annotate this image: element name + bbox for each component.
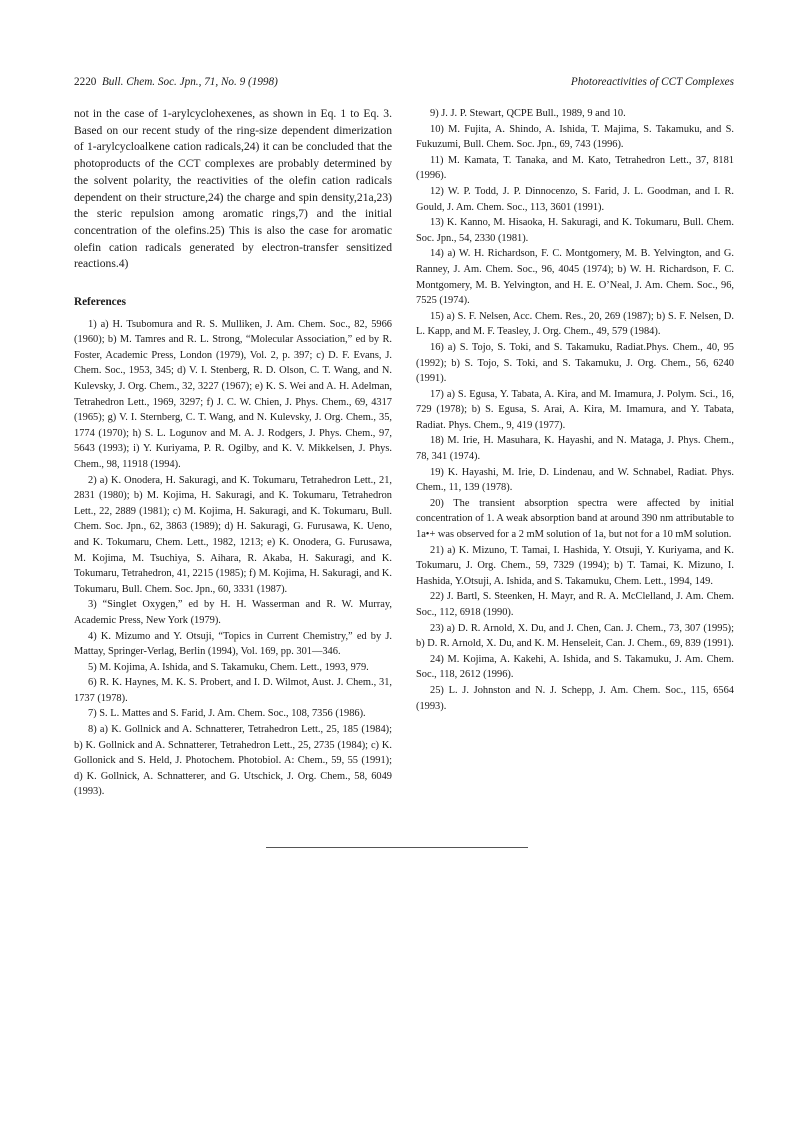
reference-5: 5) M. Kojima, A. Ishida, and S. Takamuku, Chem. Lett., 1993, 979.	[88, 661, 369, 673]
journal-citation: Bull. Chem. Soc. Jpn., 71, No. 9 (1998)	[101, 76, 278, 88]
reference-18: 18) M. Irie, H. Masuhara, K. Hayashi, and N. Mataga, J. Phys. Chem., 78, 341 (1974).	[416, 435, 734, 463]
header-left	[74, 74, 278, 90]
reference-1: 1) a) H. Tsubomura and R. S. Mulliken, J. Am. Chem. Soc., 82, 5966 (1960); b) M. Tamres and R. L. Strong, “Molecular Association,” ed by R. Foster, Academic Press, London (1979), Vol. 2, p. 397; c) D. F. Evans, J. Chem. Soc., 1953, 345; d) V. I. Stenberg, R. D. Olson, C. T. Wang, and N. Kulevsky, J. Org. Chem., 32, 3227 (1967); e) K. S. Wei and A. H. Adelman, Tetrahedron Lett., 1969, 3297; f) J. C. W. Chien, J. Phys. Chem., 69, 4317 (1965); g) V. I. Sternberg, C. T. Wang, and N. Kulevsky, J. Org. Chem., 35, 1774 (1970); h) S. L. Logunov and M. A. J. Rodgers, J. Phys. Chem., 97, 5643 (1993); i) Y. Kuriyama, P. R. Ogilby, and K. V. Mikkelsen, J. Phys. Chem., 98, 11918 (1994).	[74, 318, 392, 470]
running-title: Photoreactivities of CCT Complexes	[570, 76, 734, 88]
reference-22: 22) J. Bartl, S. Steenken, H. Mayr, and R. A. McClelland, J. Am. Chem. Soc., 112, 6918 (1990).	[416, 591, 734, 618]
page-number: 2220	[74, 76, 97, 88]
left-column	[74, 106, 392, 800]
reference-3: 3) “Singlet Oxygen,” ed by H. H. Wasserman and R. W. Murray, Academic Press, New York (1979).	[74, 599, 392, 626]
reference-10: 10) M. Fujita, A. Shindo, A. Ishida, T. Majima, S. Takamuku, and S. Fukuzumi, Bull. Chem. Soc. Jpn., 69, 743 (1996).	[416, 123, 734, 151]
reference-25: 25) L. J. Johnston and N. J. Schepp, J. Am. Chem. Soc., 115, 6564 (1993).	[416, 684, 734, 712]
references-heading: References	[74, 296, 126, 309]
right-column	[416, 106, 734, 714]
reference-23: 23) a) D. R. Arnold, X. Du, and J. Chen, Can. J. Chem., 73, 307 (1995); b) D. R. Arnold, X. Du, and K. M. Henseleit, Can. J. Chem., 69, 839 (1991).	[416, 622, 734, 650]
reference-17: 17) a) S. Egusa, Y. Tabata, A. Kira, and M. Imamura, J. Polym. Sci., 16, 729 (1978); b) S. Egusa, S. Arai, A. Kira, M. Imamura, and Y. Tabata, Radiat. Phys. Chem., 9, 419 (1977).	[416, 388, 734, 431]
reference-20: 20) The transient absorption spectra were affected by initial concentration of 1. A weak absorption band at around 390 nm attributable to 1a•+ was observed for a 2 mM solution of 1a, but not for a 10 mM solution.	[416, 497, 734, 541]
end-rule	[266, 847, 528, 848]
reference-8: 8) a) K. Gollnick and A. Schnatterer, Tetrahedron Lett., 25, 185 (1984); b) K. Gollnick and A. Schnatterer, Tetrahedron Lett., 25, 2735 (1984); c) K. Gollonick and S. Held, J. Photochem. Photobiol. A: Chem., 59, 55 (1991); d) K. Gollnick, A. Schnatterer, and G. Utschick, J. Org. Chem., 58, 6049 (1993).	[74, 724, 392, 798]
reference-13: 13) K. Kanno, M. Hisaoka, H. Sakuragi, and K. Tokumaru, Bull. Chem. Soc. Jpn., 54, 2330 (1981).	[416, 217, 734, 244]
reference-16: 16) a) S. Tojo, S. Toki, and S. Takamuku, Radiat.Phys. Chem., 40, 95 (1992); b) S. Tojo, S. Toki, and S. Takamuku, J. Org. Chem., 56, 6240 (1991).	[416, 341, 734, 385]
reference-9: 9) J. J. P. Stewart, QCPE Bull., 1989, 9 and 10.	[430, 108, 626, 119]
reference-14: 14) a) W. H. Richardson, F. C. Montgomery, M. B. Yelvington, and G. Ranney, J. Am. Chem. Soc., 96, 4045 (1974); b) W. H. Richardson, F. C. Montgomery, M. B. Yelvington, and H. E. O’Neal, J. Am. Chem. Soc., 96, 7525 (1974).	[416, 248, 734, 307]
reference-21: 21) a) K. Mizuno, T. Tamai, I. Hashida, Y. Otsuji, Y. Kuriyama, and K. Tokumaru, J. Org. Chem., 59, 7329 (1994); b) T. Tamai, K. Mizuno, I. Hashida, Y.Otsuji, A. Ishida, and S. Takamuku, Chem. Lett., 1994, 149.	[416, 544, 734, 587]
reference-4: 4) K. Mizumo and Y. Otsuji, “Topics in Current Chemistry,” ed by J. Mattay, Springer-Verlag, Berlin (1994), Vol. 169, pp. 301—346.	[74, 630, 392, 658]
reference-15: 15) a) S. F. Nelsen, Acc. Chem. Res., 20, 269 (1987); b) S. F. Nelsen, D. L. Kapp, and M. F. Teasley, J. Org. Chem., 49, 579 (1984).	[416, 310, 734, 338]
reference-7: 7) S. L. Mattes and S. Farid, J. Am. Chem. Soc., 108, 7356 (1986).	[88, 708, 366, 720]
reference-19: 19) K. Hayashi, M. Irie, D. Lindenau, and W. Schnabel, Radiat. Phys. Chem., 11, 139 (1978).	[416, 466, 734, 494]
intro-paragraph: not in the case of 1-arylcyclohexenes, as shown in Eq. 1 to Eq. 3. Based on our recent study of the ring-size dependent dimerization of 1-arylcycloalkene cation radicals,24) it can be concluded that the photoproducts of the CCT complexes are probably determined by the solvent polarity, the reactivities of the olefin cation radicals dependent on their structure,24) the charge and spin density,21a,23) the steric repulsion among aromatic rings,7) and the initial concentration of the olefins.25) This is also the case for aromatic olefin cation radicals generated by electron-transfer sensitized reactions.4)	[74, 107, 392, 271]
reference-2: 2) a) K. Onodera, H. Sakuragi, and K. Tokumaru, Tetrahedron Lett., 21, 2831 (1980); b) M. Kojima, H. Sakuragi, and K. Tokumaru, Tetrahedron Lett., 22, 2889 (1981); c) M. Kojima, H. Sakuragi, and K. Tokumaru, Bull. Chem. Soc. Jpn., 62, 3863 (1989); d) H. Sakuragi, G. Furusawa, K. Ueno, and K. Tokumaru, Chem. Lett., 1982, 1213; e) K. Onodera, G. Furusawa, M. Kojima, M. Tsuchiya, S. Aihara, R. Akaba, H. Sakuragi, and K. Tokumaru, Tetrahedron, 41, 2215 (1985); f) M. Kojima, H. Sakuragi, and K. Tokumaru, Bull. Chem. Soc. Jpn., 60, 3331 (1987).	[74, 474, 392, 595]
reference-11: 11) M. Kamata, T. Tanaka, and M. Kato, Tetrahedron Lett., 37, 8181 (1996).	[416, 154, 734, 182]
reference-24: 24) M. Kojima, A. Kakehi, A. Ishida, and S. Takamuku, J. Am. Chem. Soc., 118, 2612 (1996).	[416, 653, 734, 681]
reference-12: 12) W. P. Todd, J. P. Dinnocenzo, S. Farid, J. L. Goodman, and I. R. Gould, J. Am. Chem. Soc., 113, 3601 (1991).	[416, 185, 734, 213]
running-header	[74, 74, 734, 90]
reference-6: 6) R. K. Haynes, M. K. S. Probert, and I. D. Wilmot, Aust. J. Chem., 31, 1737 (1978).	[74, 677, 392, 704]
